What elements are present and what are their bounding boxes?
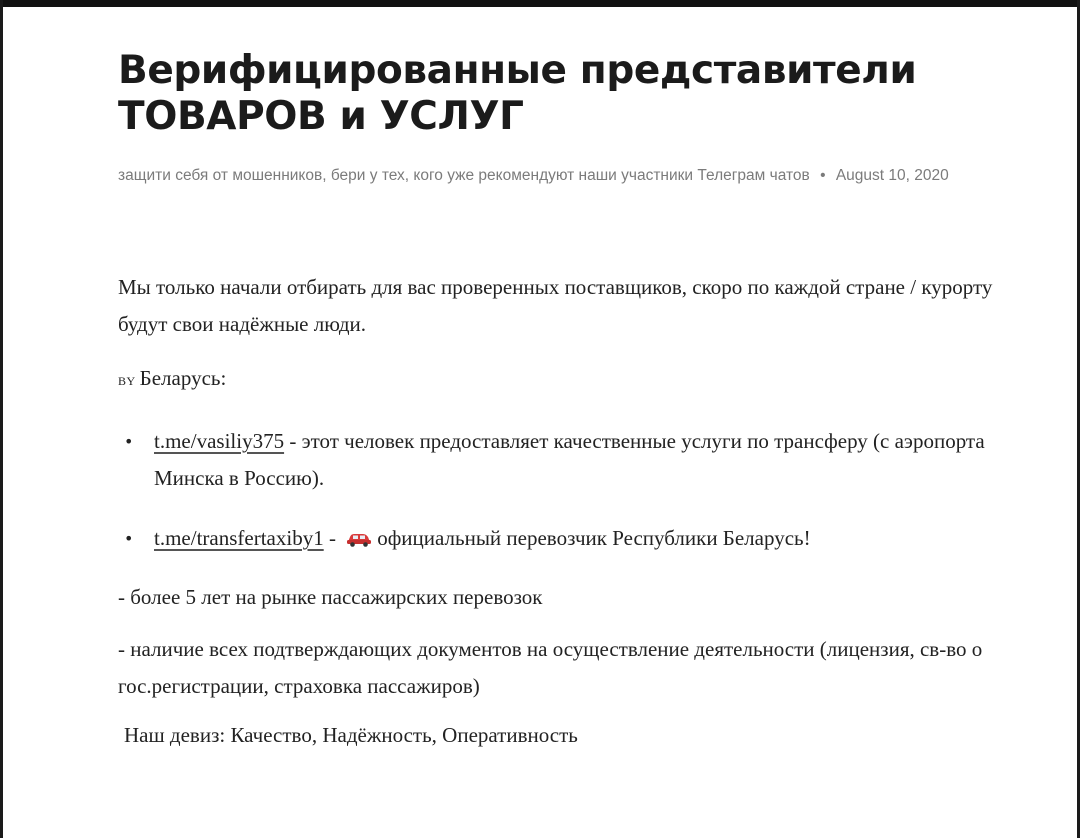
car-icon (345, 522, 373, 538)
provider-link-vasiliy375[interactable]: t.me/vasiliy375 (154, 429, 285, 453)
country-heading (118, 360, 1048, 400)
provider-list (118, 423, 1048, 557)
list-item (118, 520, 1014, 557)
country-name: Беларусь: (139, 366, 227, 390)
flag-icon: BY (118, 374, 136, 388)
provider-description: официальный перевозчик Республики Беларусь! (377, 526, 811, 550)
provider-link-transfertaxiby1[interactable]: t.me/transfertaxiby1 (154, 526, 324, 550)
provider-description: - этот человек предоставляет качественные услуги по трансферу (с аэропорта Минска в Россию). (154, 429, 985, 490)
title-line-2: ТОВАРОВ и УСЛУГ (118, 94, 524, 139)
screen-left-border (0, 0, 3, 838)
article-meta (118, 164, 978, 187)
article (118, 48, 1048, 754)
intro-paragraph: Мы только начали отбирать для вас проверенных поставщиков, скоро по каждой стране / курорту будут свои надёжные люди. (118, 275, 993, 336)
provider-dash: - (323, 526, 342, 550)
feature-experience: - более 5 лет на рынке пассажирских перевозок (118, 585, 543, 609)
article-subtitle: защити себя от мошенников, бери у тех, кого уже рекомендуют наши участники Телеграм чатов (118, 167, 810, 184)
screen-top-border (0, 0, 1080, 7)
article-title (118, 48, 1048, 140)
feature-documents: - наличие всех подтверждающих документов на осуществление деятельности (лицензия, св-во о гос.регистрации, страховка пассажиров) (118, 637, 983, 698)
title-line-1: Верифицированные представители (118, 48, 917, 93)
meta-separator: • (820, 167, 826, 184)
list-item (118, 423, 1014, 497)
article-date: August 10, 2020 (835, 167, 949, 184)
motto: Наш девиз: Качество, Надёжность, Оперативность (124, 723, 578, 747)
article-body (118, 269, 1048, 754)
